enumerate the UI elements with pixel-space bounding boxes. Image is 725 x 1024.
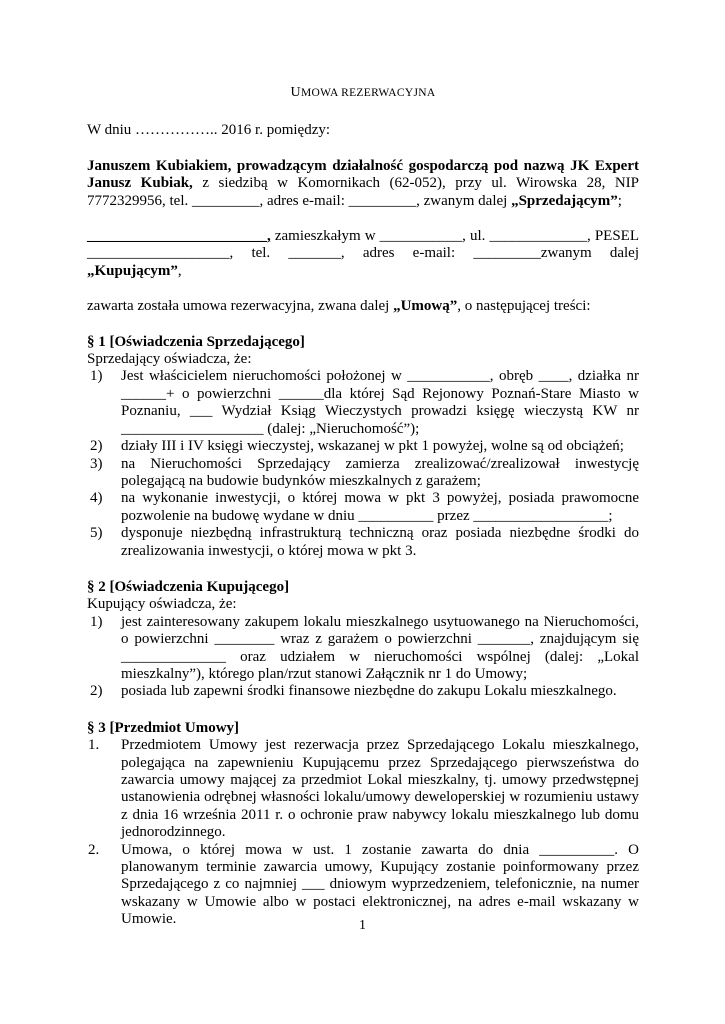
list-item-text: Umowa, o której mowa w ust. 1 zostanie zawarta do dnia __________. O planowanym terminie zawarcia umowy, Kupujący zostanie poinformowany przez Sprzedającego z co najmniej ___ dniowym wyprzedzeniem, telefonicznie, na numer wskazany w Umowie albo w postaci elektronicznej, na adres e-mail wskazany w Umowie. xyxy=(121,841,639,928)
contract-term: „Umową” xyxy=(393,298,458,315)
section-1-heading: § 1 [Oświadczenia Sprzedającego] xyxy=(87,333,305,350)
section-3-list xyxy=(87,737,639,928)
list-item-text: Jest właścicielem nieruchomości położonej w ___________, obręb ____, działka nr ______+ o powierzchni ______dla której Sąd Rejonowy Poznań-Stare Miasto w Poznaniu, ___ Wydział Ksiąg Wieczystych prowadzi księgę wieczystą KW nr ___________________ (dalej: „Nieruchomość”); xyxy=(121,368,639,437)
title-initial: U xyxy=(290,85,301,100)
seller-details: z siedzibą w Komornikach (62-052), przy ul. Wirowska 28, NIP 7772329956, tel. _________, adres e-mail: _________, zwanym dalej xyxy=(87,175,639,209)
list-item xyxy=(87,737,639,841)
list-item-number: 2. xyxy=(88,841,100,858)
contract-end: , o następującej treści: xyxy=(457,298,591,315)
contract-text: zawarta została umowa rezerwacyjna, zwana dalej xyxy=(87,298,394,315)
list-item-text: Przedmiotem Umowy jest rezerwacja przez Sprzedającego Lokalu mieszkalnego, polegająca na zapewnieniu Kupującemu przez Sprzedającego pierwszeństwa do zawarcia umowy mającej za przedmiot Lokal mieszkalny, tj. umowy przedwstępnej ustanowienia odrębnej własności lokalu/umowy deweloperskiej w rozumieniu ustawy z dnia 16 września 2011 r. o ochronie praw nabywcy lokalu mieszkalnego lub domu jednorodzinnego. xyxy=(121,737,639,841)
contract-line xyxy=(87,298,639,315)
section-1-lead: Sprzedający oświadcza, że: xyxy=(87,351,252,368)
buyer-address: zamieszkałym w ___________, ul. _____________, PESEL xyxy=(270,228,639,245)
buyer-line-1 xyxy=(87,228,639,245)
list-item-text: jest zainteresowany zakupem lokalu mieszkalnego usytuowanego na Nieruchomości, o powierzchni ________ wraz z garażem o powierzchni _______, znajdującym się ______________ oraz udziałem w nieruchomości wspólnej (dalej: „Lokal mieszkalny”), którego plan/rzut stanowi Załącznik nr 1 do Umowy; xyxy=(121,613,639,682)
list-item xyxy=(87,842,639,929)
title-rest: MOWA REZERWACYJNA xyxy=(300,87,436,99)
list-item-text: na Nieruchomości Sprzedający zamierza zrealizować/zrealizował inwestycję polegającą na budowie budynków mieszkalnych z garażem; xyxy=(121,455,639,489)
list-item-number: 3) xyxy=(90,455,103,472)
buyer-end: , xyxy=(177,262,182,279)
document-title xyxy=(87,84,639,102)
section-2 xyxy=(87,579,639,701)
section-2-lead: Kupujący oświadcza, że: xyxy=(87,596,237,613)
buyer-line-2: ___________________, tel. _______, adres e-mail: _________zwanym dalej xyxy=(87,245,639,262)
list-item xyxy=(87,525,639,560)
list-item-text: dysponuje niezbędną infrastrukturą techniczną oraz posiada niezbędne środki do zrealizowania inwestycji, o której mowa w pkt 3. xyxy=(121,525,639,559)
document-body xyxy=(87,84,639,929)
section-2-list xyxy=(87,614,639,701)
list-item-text: posiada lub zapewni środki finansowe niezbędne do zakupu Lokalu mieszkalnego. xyxy=(121,683,617,700)
section-3 xyxy=(87,720,639,929)
section-1 xyxy=(87,334,639,560)
page-number: 1 xyxy=(359,918,366,933)
section-1-list xyxy=(87,368,639,559)
intro-line: W dniu …………….. 2016 r. pomiędzy: xyxy=(87,122,331,139)
list-item xyxy=(87,438,639,455)
buyer-term-line xyxy=(87,263,639,280)
buyer-party xyxy=(87,228,639,280)
list-item-number: 2) xyxy=(90,438,103,455)
seller-term: „Sprzedającym” xyxy=(511,192,618,209)
list-item xyxy=(87,490,639,525)
section-3-heading: § 3 [Przedmiot Umowy] xyxy=(87,719,240,736)
list-item xyxy=(87,456,639,491)
buyer-name-blank: ________________________, xyxy=(87,228,271,245)
section-2-heading: § 2 [Oświadczenia Kupującego] xyxy=(87,578,290,595)
list-item-number: 5) xyxy=(90,525,103,542)
list-item-number: 1) xyxy=(90,368,103,385)
list-item-number: 2) xyxy=(90,683,103,700)
seller-party xyxy=(87,158,639,210)
list-item-number: 1) xyxy=(90,613,103,630)
list-item-text: na wykonanie inwestycji, o której mowa w pkt 3 powyżej, posiada prawomocne pozwolenie na budowę wydane w dniu __________ przez __________________; xyxy=(121,490,639,524)
list-item xyxy=(87,683,639,700)
list-item-number: 4) xyxy=(90,490,103,507)
list-item xyxy=(87,368,639,438)
buyer-term: „Kupującym” xyxy=(87,262,178,279)
list-item xyxy=(87,614,639,684)
list-item-text: działy III i IV księgi wieczystej, wskazanej w pkt 1 powyżej, wolne są od obciążeń; xyxy=(121,438,624,455)
seller-end: ; xyxy=(617,192,622,209)
list-item-number: 1. xyxy=(88,737,100,754)
seller-name: Januszem Kubiakiem, prowadzącym działalność gospodarczą pod nazwą JK Expert Janusz Kubiak, xyxy=(87,157,639,192)
